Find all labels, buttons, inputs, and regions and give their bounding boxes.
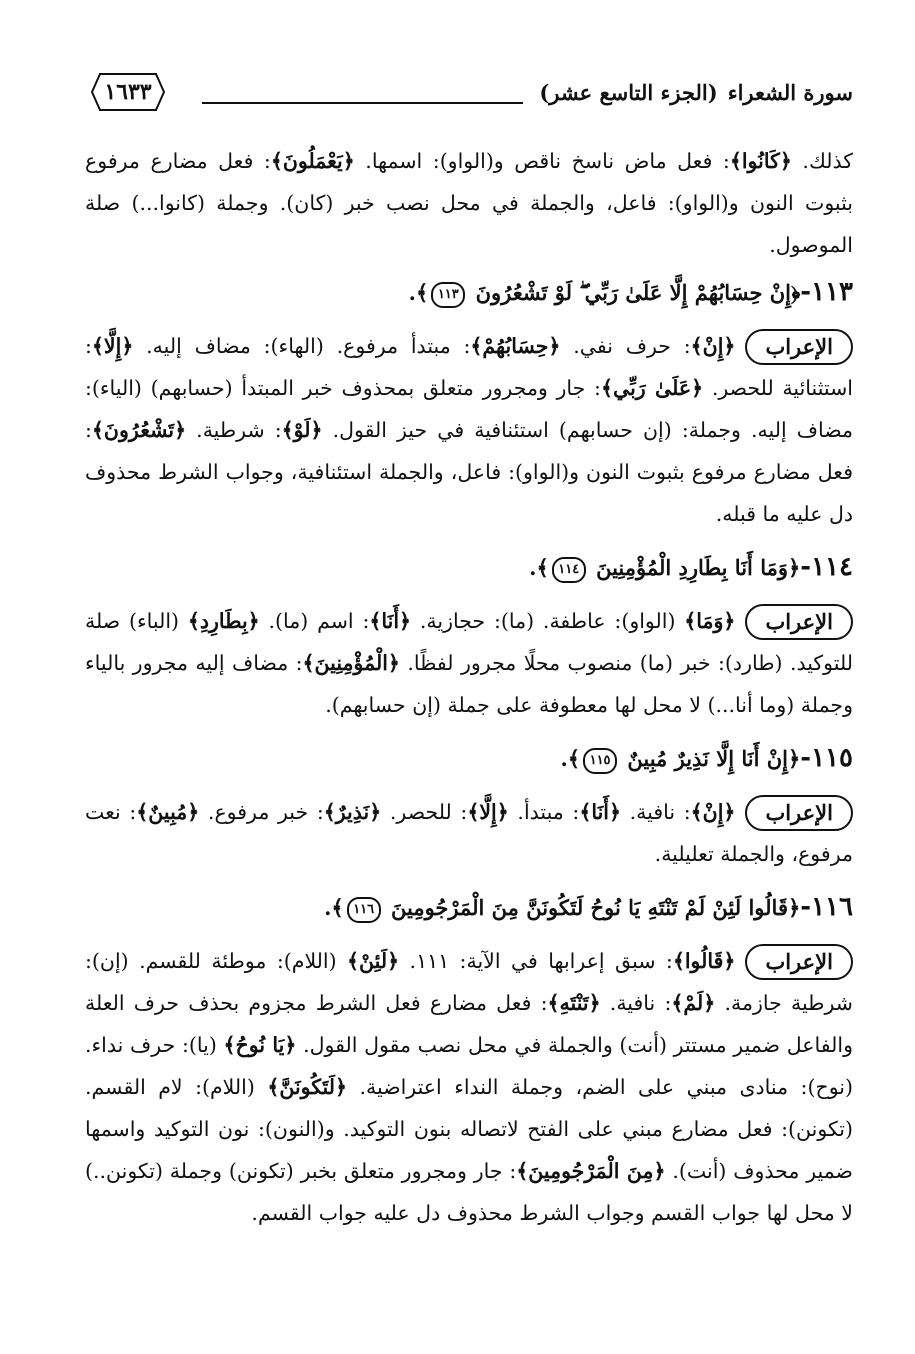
verse-close: ﴾.: [408, 280, 429, 305]
irab-116: [85, 940, 853, 1234]
irab-text: : مبتدأ.: [517, 800, 580, 824]
irab-text: (اللام): لام القسم. (تكونن): فعل مضارع مبني على الفتح لاتصاله بنون التوكيد. و(النون): نون التوكيد واسمها ضمير محذوف (أنت).: [85, 1075, 853, 1183]
quran-word: ﴿أَنَا﴾: [369, 609, 412, 633]
quran-word: ﴿مِنَ الْمَرْجُومِينَ﴾: [516, 1159, 666, 1183]
quran-word: ﴿لَمْ﴾: [671, 991, 716, 1015]
verse-text: ﴿وَمَا أَنَا بِطَارِدِ الْمُؤْمِنِينَ: [596, 555, 801, 580]
page-body: [85, 140, 853, 1244]
quran-word: ﴿حِسَابُهُمْ﴾: [470, 334, 561, 358]
quran-word: ﴿أَنَا﴾: [579, 800, 621, 824]
irab-text: : شرطية.: [196, 418, 282, 442]
irab-text: : حرف نفي.: [573, 334, 691, 358]
ayah-marker: ١١٥: [583, 748, 617, 774]
irab-text: : مضاف إليه مجرور بالياء وجملة (وما أنا...) لا محل لها معطوفة على جملة (إن حسابهم).: [85, 651, 853, 717]
verse-116: [85, 885, 853, 930]
irab-text: : فعل مضارع مرفوع بثبوت النون و(الواو): فاعل، والجملة استئنافية، وجواب الشرط محذوف دل عليه ما قبله.: [85, 418, 853, 526]
irab-label-badge: الإعراب: [745, 944, 853, 980]
irab-text: : جار ومجرور متعلق بخبر (تكونن) وجملة (تكونن..) لا محل لها جواب القسم وجواب الشرط محذوف دل عليه جواب القسم.: [85, 1159, 853, 1225]
irab-113: [85, 325, 853, 535]
irab-text: (الباء) صلة للتوكيد. (طارد): خبر (ما) منصوب محلًا مجرور لفظًا.: [85, 609, 853, 675]
verse-number: ١١٥-: [800, 743, 853, 773]
verse-close: ﴾.: [324, 895, 344, 920]
verse-number: ١١٤-: [800, 552, 853, 582]
quran-word: ﴿لَئِنْ﴾: [347, 949, 400, 973]
irab-label-badge: الإعراب: [745, 604, 853, 640]
irab-text: : للحصر.: [389, 800, 468, 824]
verse-number: ١١٣-: [800, 277, 853, 307]
verse-close: ﴾.: [529, 555, 549, 580]
irab-text: : نافية.: [629, 800, 691, 824]
irab-text: (الواو): عاطفة. (ما): حجازية.: [419, 609, 685, 633]
quran-word: ﴿كَانُوا﴾: [729, 149, 792, 173]
quran-word: ﴿مُبِينٌ﴾: [136, 800, 200, 824]
intro-text-3: : فعل مضارع مرفوع بثبوت النون و(الواو): فاعل، والجملة في محل نصب خبر (كان). وجملة (كانوا...) صلة الموصول.: [85, 149, 853, 257]
quran-word: ﴿لَتَكُونَنَّ﴾: [267, 1075, 348, 1099]
verse-text: ﴿قَالُوا لَئِنْ لَمْ تَنْتَهِ يَا نُوحُ لَتَكُونَنَّ مِنَ الْمَرْجُومِينَ: [391, 895, 801, 920]
quran-word: ﴿يَا نُوحُ﴾: [223, 1033, 297, 1057]
quran-word: ﴿عَلَىٰ رَبِّي﴾: [600, 376, 704, 400]
intro-text-2: : فعل ماض ناسخ ناقص و(الواو): اسمها.: [365, 149, 730, 173]
irab-text: : اسم (ما).: [268, 609, 370, 633]
quran-word: ﴿تَشْعُرُونَ﴾: [91, 418, 187, 442]
quran-word: ﴿قَالُوا﴾: [672, 949, 736, 973]
quran-word: ﴿لَوْ﴾: [281, 418, 323, 442]
verse-113: [85, 270, 853, 315]
quran-word: ﴿إِنْ﴾: [690, 334, 736, 358]
quran-word: ﴿إِنْ﴾: [690, 800, 736, 824]
intro-paragraph: [85, 140, 853, 266]
header-rule: [202, 102, 523, 104]
verse-close: ﴾.: [560, 746, 581, 771]
verse-115: [85, 736, 853, 781]
page-header: [90, 72, 853, 116]
irab-text: : فعل مضارع فعل الشرط مجزوم بحذف حرف العلة والفاعل ضمير مستتر (أنت) والجملة في محل نصب مقول القول.: [85, 991, 853, 1057]
irab-115: [85, 791, 853, 875]
quran-word: ﴿تَنْتَهِ﴾: [547, 991, 601, 1015]
quran-word: ﴿نَذِيرٌ﴾: [323, 800, 382, 824]
quran-word: ﴿إِلَّا﴾: [467, 800, 509, 824]
irab-text: : نافية.: [609, 991, 672, 1015]
running-title: [539, 80, 853, 105]
intro-text-1: كذلك.: [802, 149, 853, 173]
irab-text: : جار ومجرور متعلق بمحذوف خبر المبتدأ (حسابهم) (الياء): مضاف إليه. وجملة: (إن حسابهم) استئنافية في حيز القول.: [85, 376, 853, 442]
irab-text: : سبق إعرابها في الآية: ١١١.: [409, 949, 673, 973]
surah-name: سورة الشعراء: [727, 80, 853, 105]
ayah-marker: ١١٤: [552, 557, 586, 583]
irab-text: (اللام): موطئة للقسم. (إن): شرطية جازمة.: [85, 949, 853, 1015]
quran-word: ﴿بِطَارِدِ﴾: [187, 609, 260, 633]
irab-text: : نعت مرفوع، والجملة تعليلية.: [85, 800, 853, 866]
verse-number: ١١٦-: [800, 892, 853, 922]
quran-word: ﴿وَمَا﴾: [684, 609, 736, 633]
page-number: ١٦٣٣: [104, 79, 152, 105]
irab-label-badge: الإعراب: [745, 329, 853, 365]
verse-114: [85, 545, 853, 590]
irab-text: : مبتدأ مرفوع. (الهاء): مضاف إليه.: [146, 334, 471, 358]
verse-text: ﴿إِنْ حِسَابُهُمْ إِلَّا عَلَىٰ رَبِّي ۖ لَوْ تَشْعُرُونَ: [475, 280, 801, 305]
irab-114: [85, 600, 853, 726]
quran-word: ﴿إِلَّا﴾: [91, 334, 134, 358]
quran-word: ﴿يَعْمَلُونَ﴾: [270, 149, 355, 173]
page-number-badge: [90, 72, 166, 112]
irab-label-badge: الإعراب: [745, 795, 853, 831]
ayah-marker: ١١٣: [431, 282, 465, 308]
irab-text: (يا): حرف نداء. (نوح): منادى مبني على الضم، وجملة النداء اعتراضية.: [85, 1033, 853, 1099]
irab-text: : استثنائية للحصر.: [85, 334, 853, 400]
verse-text: ﴿إِنْ أَنَا إِلَّا نَذِيرٌ مُبِينٌ: [627, 746, 801, 771]
ayah-marker: ١١٦: [347, 897, 381, 923]
part-name: (الجزء التاسع عشر): [539, 80, 718, 105]
irab-text: : خبر مرفوع.: [207, 800, 324, 824]
quran-word: ﴿الْمُؤْمِنِينَ﴾: [302, 651, 400, 675]
